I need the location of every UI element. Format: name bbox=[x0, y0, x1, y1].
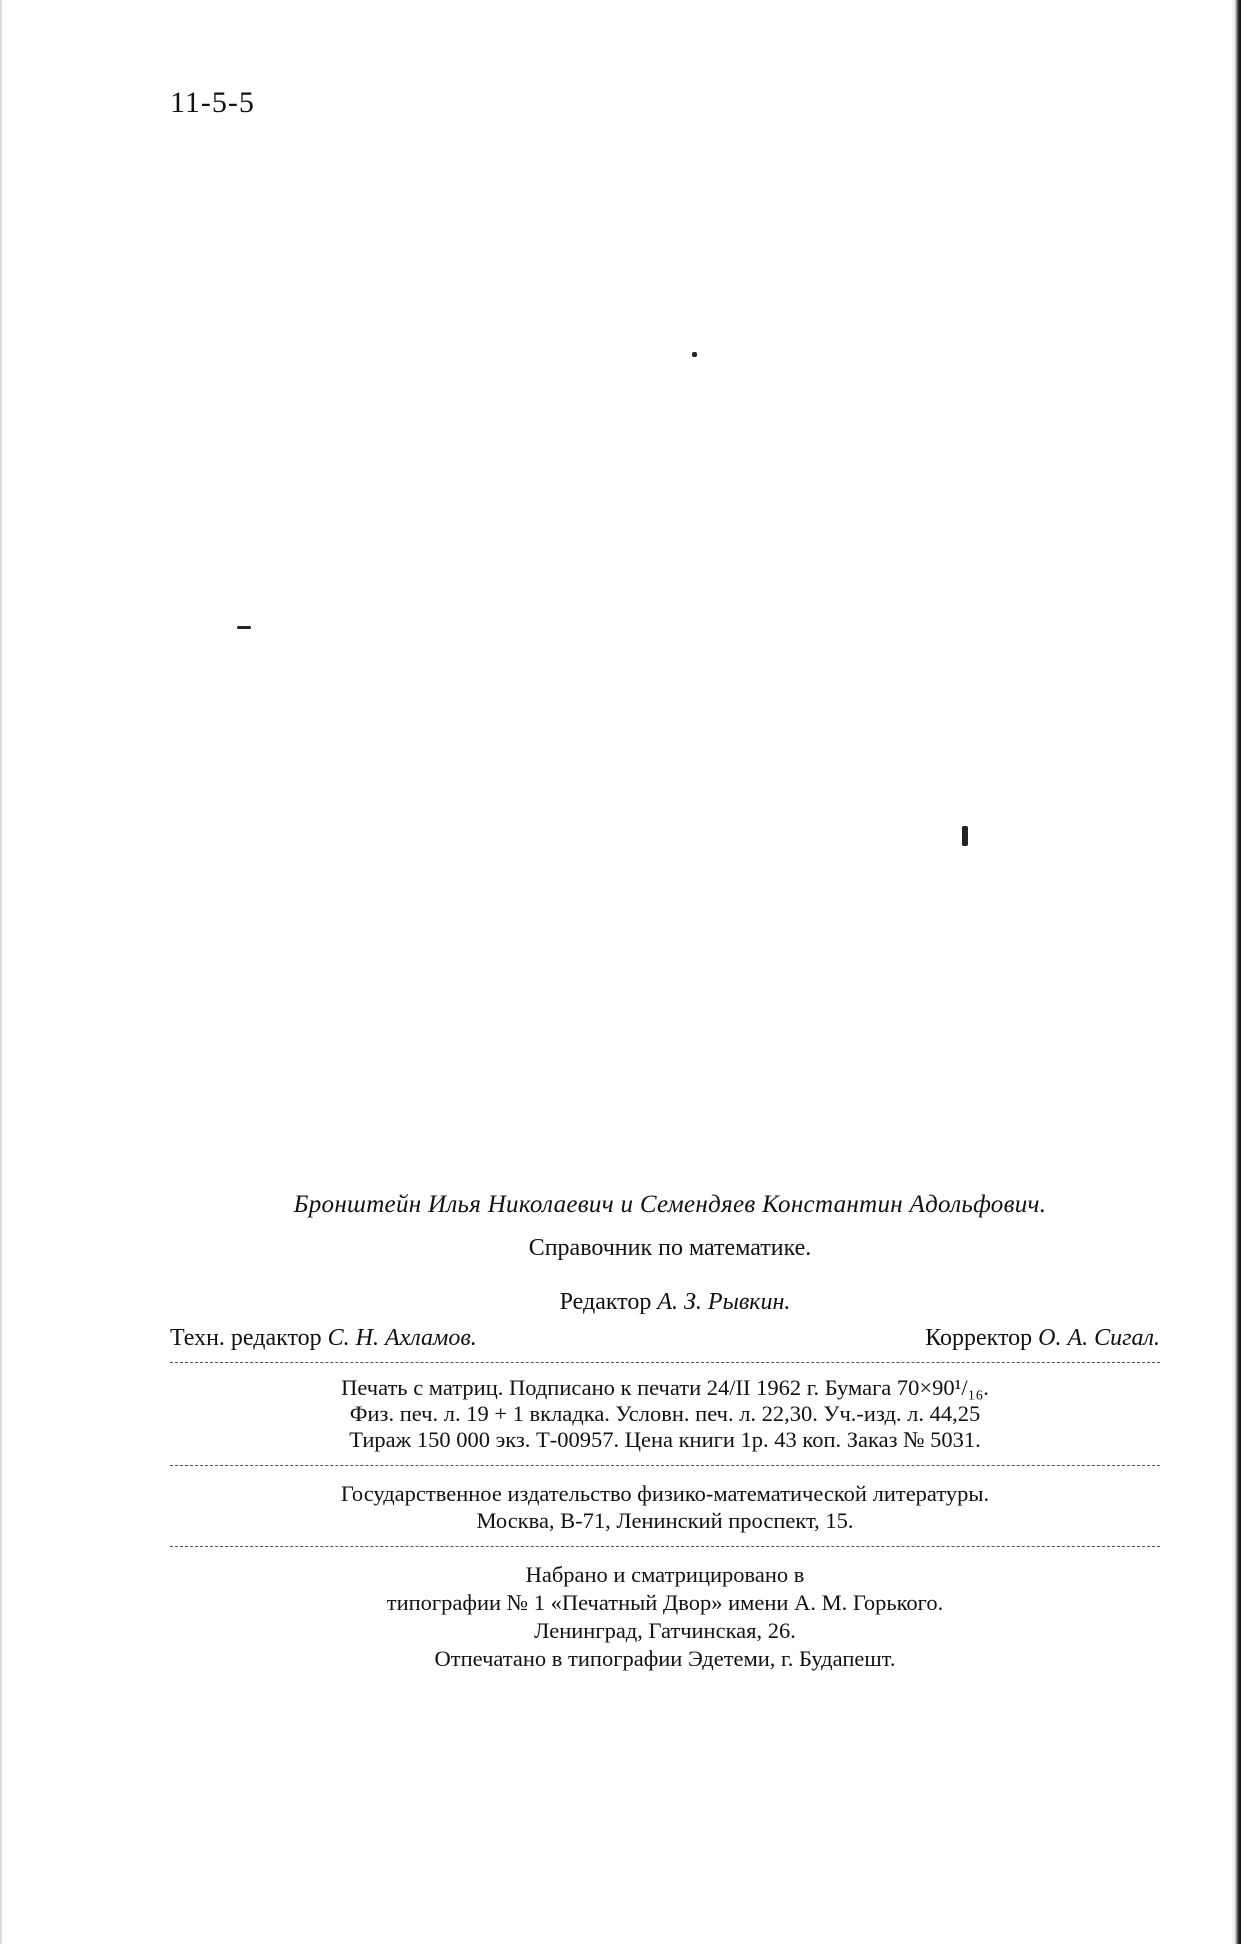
print-line: Печать с матриц. Подписано к печати 24/II 1962 г. Бумага 70×90¹/₁₆. bbox=[341, 1375, 989, 1400]
page-right-edge bbox=[1231, 0, 1241, 1944]
typography-line: Набрано и сматрицировано в bbox=[525, 1562, 805, 1587]
divider bbox=[170, 1465, 1160, 1466]
speck bbox=[962, 826, 968, 846]
staff-row bbox=[170, 1326, 1160, 1350]
editor-line bbox=[190, 1290, 1160, 1314]
speck bbox=[237, 626, 251, 629]
editor-label: Редактор bbox=[559, 1289, 652, 1315]
tech-editor-label: Техн. редактор bbox=[170, 1325, 322, 1351]
editor-name: А. З. Рывкин. bbox=[657, 1289, 791, 1315]
typography-line: типографии № 1 «Печатный Двор» имени А. М. Горького. bbox=[386, 1590, 944, 1615]
print-details bbox=[170, 1375, 1160, 1453]
corrector-name: О. А. Сигал. bbox=[1038, 1325, 1160, 1351]
tech-editor bbox=[170, 1326, 477, 1350]
colophon bbox=[170, 1192, 1160, 1673]
typography-line: Отпечатано в типографии Эдетеми, г. Будапешт. bbox=[434, 1646, 896, 1671]
print-line: Тираж 150 000 экз. Т-00957. Цена книги 1р. 43 коп. Заказ № 5031. bbox=[349, 1427, 981, 1452]
publisher-line: Москва, В-71, Ленинский проспект, 15. bbox=[476, 1508, 854, 1533]
print-line: Физ. печ. л. 19 + 1 вкладка. Условн. печ. л. 22,30. Уч.-изд. л. 44,25 bbox=[349, 1401, 981, 1426]
page-code: 11-5-5 bbox=[170, 86, 255, 119]
divider bbox=[170, 1362, 1160, 1363]
publisher-line: Государственное издательство физико-математической литературы. bbox=[340, 1481, 990, 1506]
book-title: Справочник по математике. bbox=[528, 1235, 812, 1261]
authors-line: Бронштейн Илья Николаевич и Семендяев Константин Адольфович. bbox=[293, 1191, 1047, 1218]
tech-editor-name: С. Н. Ахламов. bbox=[327, 1325, 477, 1351]
corrector-label: Корректор bbox=[925, 1325, 1033, 1351]
divider bbox=[170, 1546, 1160, 1547]
page-left-edge bbox=[0, 0, 3, 1944]
typography-block bbox=[170, 1561, 1160, 1673]
corrector bbox=[925, 1326, 1160, 1350]
speck bbox=[692, 352, 697, 357]
publisher-block bbox=[170, 1480, 1160, 1534]
typography-line: Ленинград, Гатчинская, 26. bbox=[534, 1618, 796, 1643]
